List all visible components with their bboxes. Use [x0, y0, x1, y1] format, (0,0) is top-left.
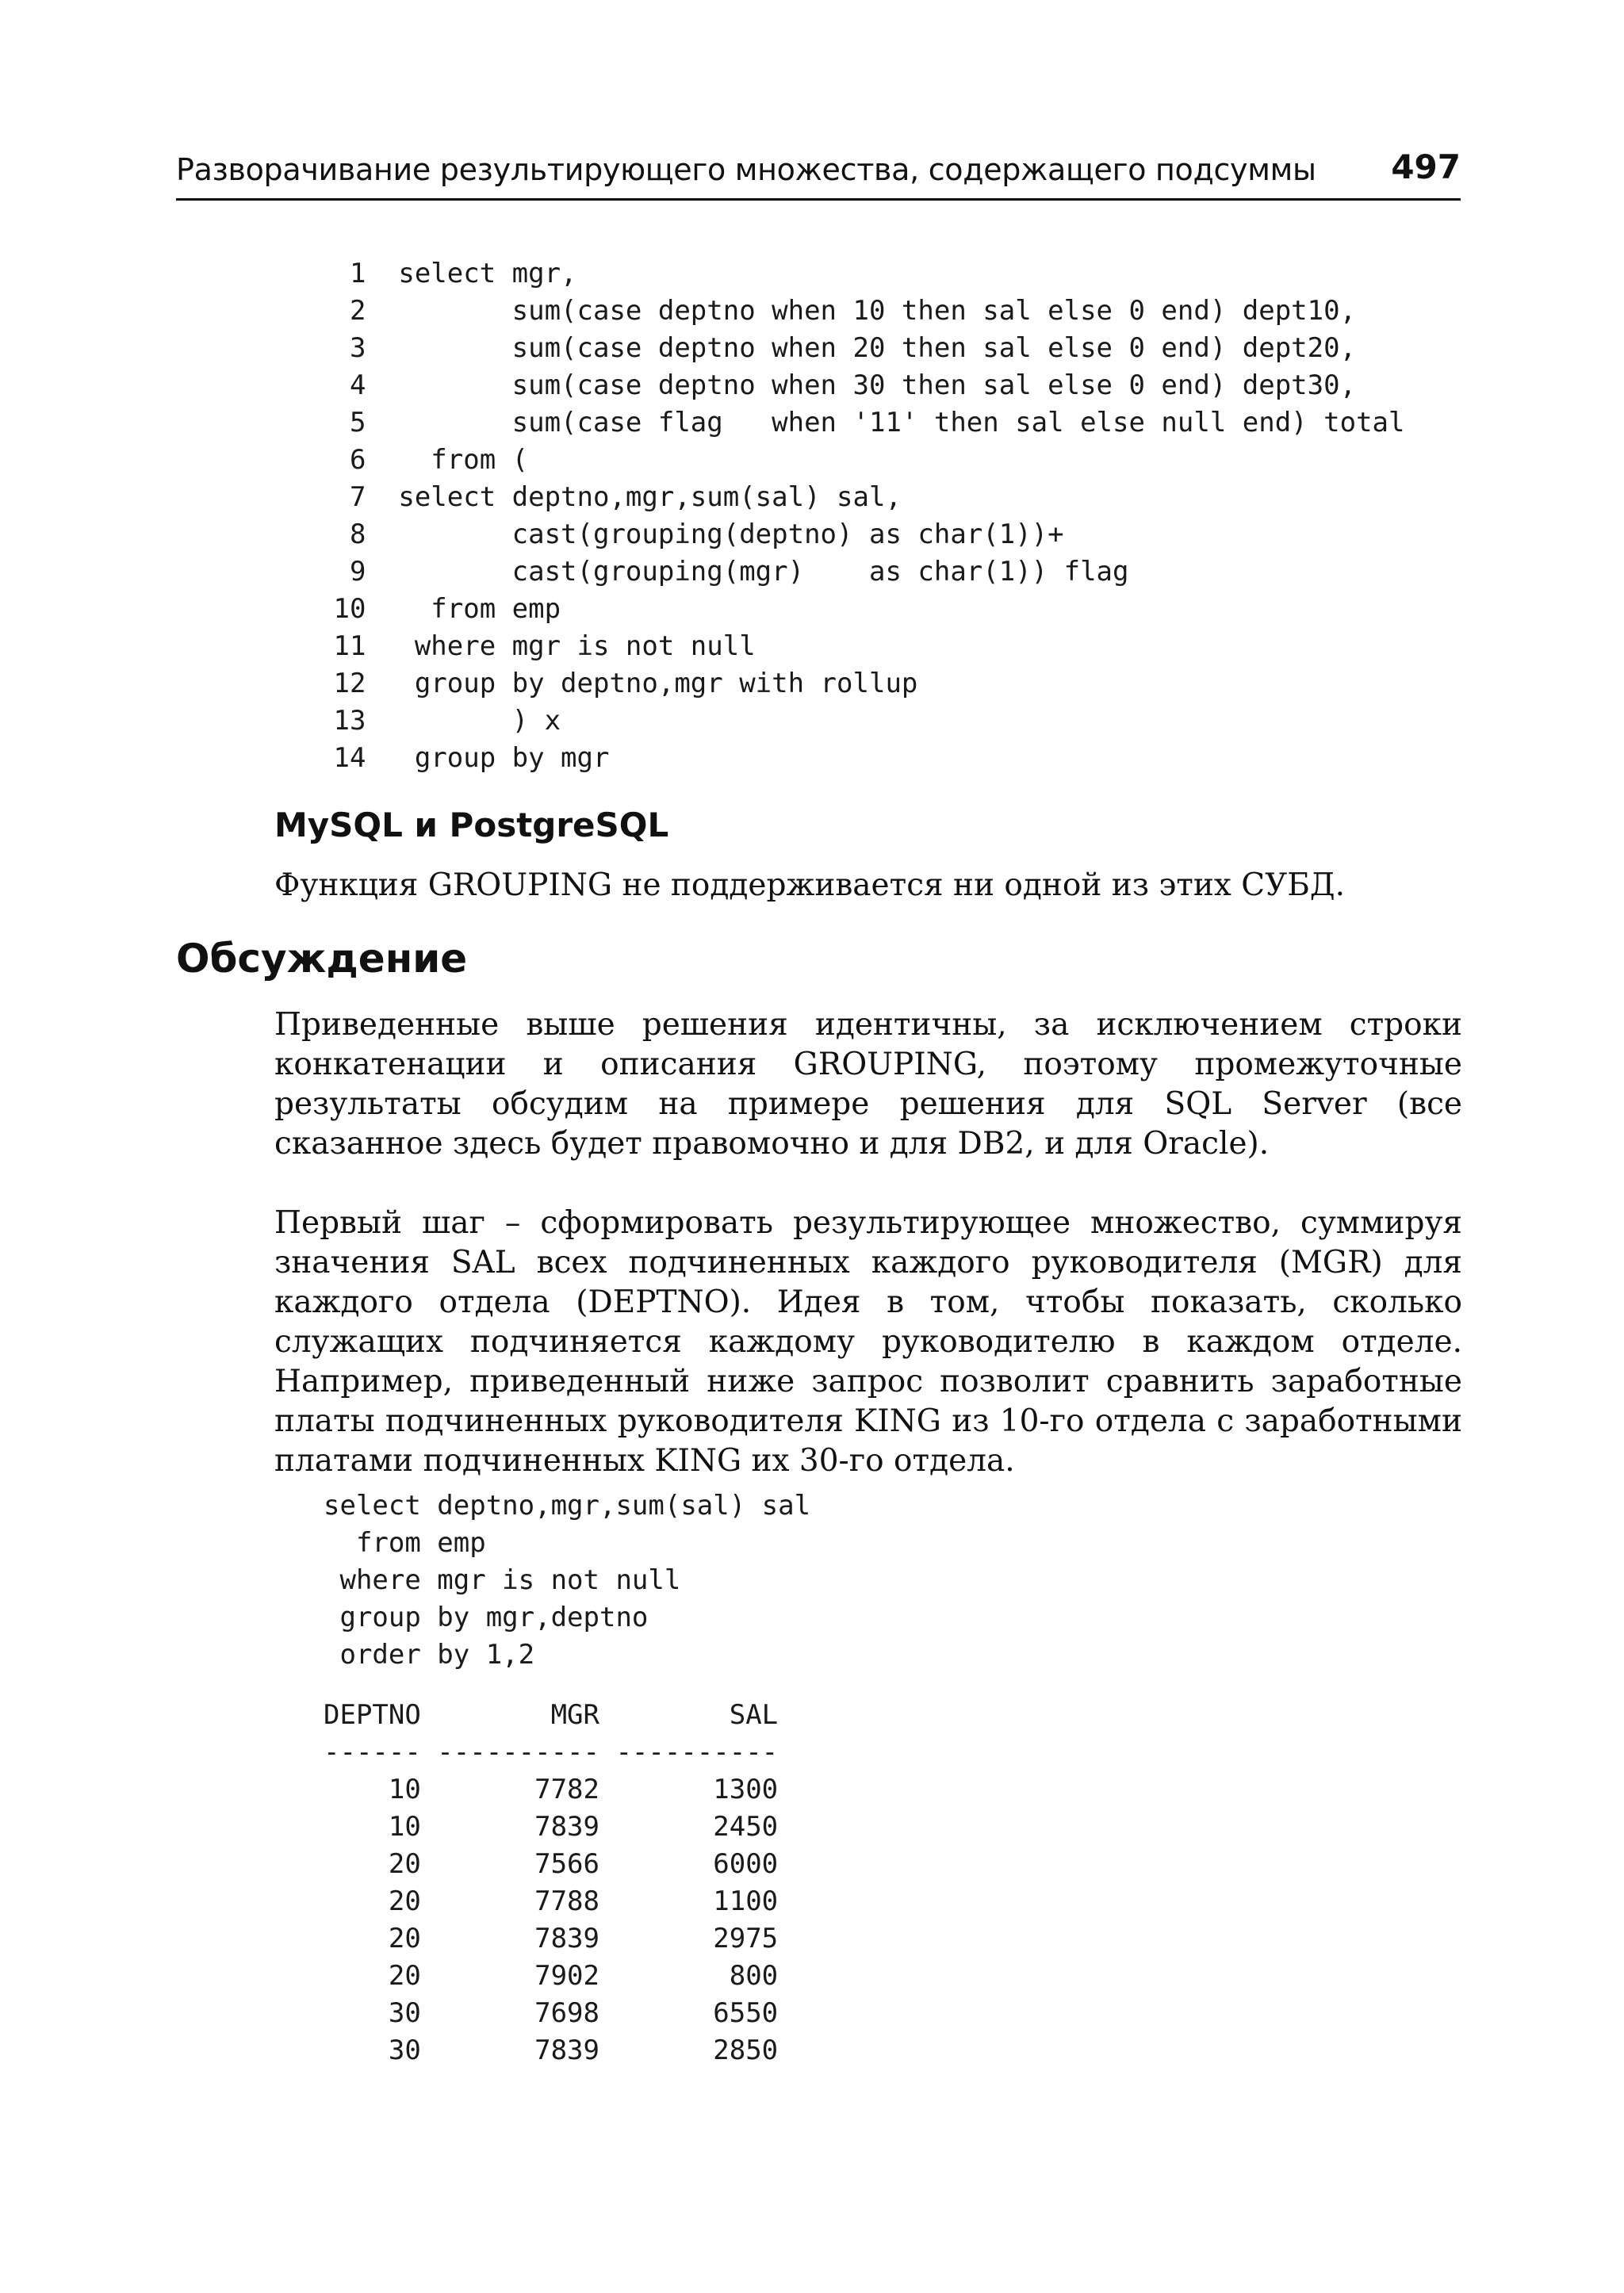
running-header [176, 147, 1461, 201]
group-by-query-code: select deptno,mgr,sum(sal) sal from emp where mgr is not null group by mgr,deptno order by 1,2 [324, 1490, 811, 1671]
subheading-paragraph: Функция GROUPING не поддерживается ни одной из этих СУБД. [274, 867, 1346, 903]
section-heading-discussion: Обсуждение [176, 936, 468, 982]
sql-server-code-listing: 1 select mgr, 2 sum(case deptno when 10 then sal else 0 end) dept10, 3 sum(case deptno when 20 then sal else 0 end) dept20, 4 sum(case deptno when 30 then sal else 0 end) dept30, 5 sum(case flag when '11' then sal else null end) total 6 from ( 7 select deptno,mgr,sum(sal) sal, 8 cast(grouping(deptno) as char(1))+ 9 cast(grouping(mgr) as char(1)) flag 10 from emp 11 where mgr is not null 12 group by deptno,mgr with rollup 13 ) x 14 group by mgr [333, 258, 1405, 774]
discussion-paragraph-1: Приведенные выше решения идентичны, за исключением строки конкатенации и описания GROUPING, поэтому промежуточные результаты обсудим на примере решения для SQL Server (все сказанное здесь будет правомочно и для DB2, и для Oracle). [274, 1007, 1462, 1162]
subheading-mysql-postgresql: MySQL и PostgreSQL [274, 806, 669, 844]
running-header-title: Разворачивание результирующего множества, содержащего подсуммы [176, 152, 1316, 187]
page-number: 497 [1391, 147, 1461, 186]
discussion-paragraph-2: Первый шаг – сформировать результирующее множество, суммируя значения SAL всех подчиненных каждого руководителя (MGR) для каждого отдела (DEPTNO). Идея в том, чтобы показать, сколько служащих подчиняется каждому руководителю в каждом отделе. Например, приведенный ниже запрос позволит сравнить заработные платы подчиненных руководителя KING из 10-го отдела с заработными платами подчиненных KING их 30-го отдела. [274, 1205, 1462, 1479]
query-result-table: DEPTNO MGR SAL ------ ---------- ---------- 10 7782 1300 10 7839 2450 20 7566 6000 20 7788 1100 20 7839 2975 20 7902 800 30 7698 6550 30 7839 2850 [324, 1699, 779, 2066]
